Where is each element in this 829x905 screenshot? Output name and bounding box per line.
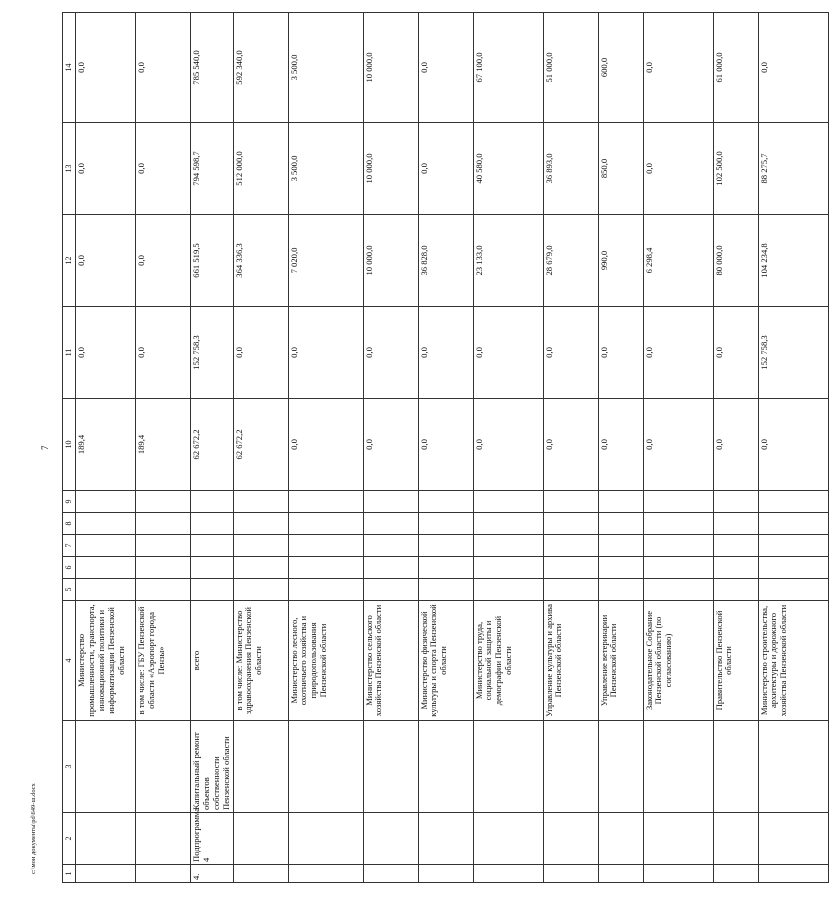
table-row [473,13,543,883]
empty-cell [233,491,288,513]
table-row [233,13,288,883]
amount-cell: 36 828,0 [418,215,473,307]
program-cell [598,721,643,813]
executor-cell: Управление культуры и архива Пензенской области [543,601,598,721]
table-row [136,13,191,883]
amount-cell: 0,0 [643,307,713,399]
empty-cell [191,579,234,601]
empty-cell [136,513,191,535]
amount-cell: 0,0 [713,307,758,399]
program-cell [643,813,713,865]
empty-cell [758,491,828,513]
empty-cell [363,557,418,579]
empty-cell [643,579,713,601]
amount-cell: 10 000,0 [363,13,418,123]
empty-cell [713,535,758,557]
empty-cell [473,513,543,535]
file-path-footer: c:\мои документы\рd\649-ш.docx [30,783,37,874]
program-cell [418,721,473,813]
empty-cell [473,535,543,557]
amount-cell: 0,0 [288,307,363,399]
empty-cell [363,579,418,601]
empty-cell [418,579,473,601]
column-number: 3 [63,721,76,813]
empty-cell [136,535,191,557]
empty-cell [418,513,473,535]
amount-cell: 189,4 [76,399,136,491]
amount-cell: 0,0 [233,307,288,399]
program-cell [758,721,828,813]
executor-cell: Законодательное Собрание Пензенской области (по согласованию) [643,601,713,721]
empty-cell [76,535,136,557]
amount-cell: 0,0 [713,399,758,491]
amount-cell: 0,0 [76,215,136,307]
table-row [758,13,828,883]
program-cell [76,865,136,883]
program-cell: Капитальный ремонт объектов собственности Пензенской области [191,721,234,813]
empty-cell [191,535,234,557]
amount-cell: 88 275,7 [758,123,828,215]
empty-cell [543,557,598,579]
amount-cell: 189,4 [136,399,191,491]
empty-cell [758,557,828,579]
empty-cell [598,491,643,513]
program-cell [543,813,598,865]
empty-cell [136,491,191,513]
program-cell [598,813,643,865]
program-cell [288,865,363,883]
empty-cell [233,557,288,579]
program-cell [598,865,643,883]
empty-cell [136,557,191,579]
program-cell [473,813,543,865]
amount-cell: 28 679,0 [543,215,598,307]
empty-cell [598,513,643,535]
amount-cell: 0,0 [288,399,363,491]
program-cell [233,721,288,813]
amount-cell: 36 893,0 [543,123,598,215]
empty-cell [643,557,713,579]
amount-cell: 80 000,0 [713,215,758,307]
amount-cell: 0,0 [543,399,598,491]
program-cell [713,865,758,883]
amount-cell: 0,0 [76,307,136,399]
program-cell [418,865,473,883]
amount-cell: 0,0 [473,307,543,399]
column-number: 7 [63,535,76,557]
program-cell: Подпрограмма 4 [191,813,234,865]
executor-cell: Правительство Пензенской области [713,601,758,721]
column-number: 13 [63,123,76,215]
column-number: 4 [63,601,76,721]
amount-cell: 152 758,3 [758,307,828,399]
amount-cell: 0,0 [136,307,191,399]
amount-cell: 592 340,0 [233,13,288,123]
amount-cell: 0,0 [136,123,191,215]
amount-cell: 364 336,3 [233,215,288,307]
empty-cell [643,491,713,513]
program-cell [713,721,758,813]
empty-cell [418,557,473,579]
amount-cell: 6 298,4 [643,215,713,307]
executor-cell: Министерство физической культуры и спорта Пензенской области [418,601,473,721]
amount-cell: 512 000,0 [233,123,288,215]
program-cell [76,721,136,813]
empty-cell [758,579,828,601]
empty-cell [191,557,234,579]
empty-cell [191,491,234,513]
amount-cell: 0,0 [543,307,598,399]
empty-cell [288,557,363,579]
table-row [543,13,598,883]
column-number: 11 [63,307,76,399]
empty-cell [758,535,828,557]
empty-cell [473,579,543,601]
program-cell [473,865,543,883]
executor-cell: всего [191,601,234,721]
executor-cell: Министерство промышленности, транспорта, инновационной политики и информатизации Пензенской области [76,601,136,721]
column-number: 12 [63,215,76,307]
amount-cell: 23 133,0 [473,215,543,307]
empty-cell [713,557,758,579]
empty-cell [713,579,758,601]
amount-cell: 62 672,2 [233,399,288,491]
empty-cell [288,535,363,557]
program-cell: 4. [191,865,234,883]
amount-cell: 850,0 [598,123,643,215]
amount-cell: 600,0 [598,13,643,123]
program-cell [758,865,828,883]
amount-cell: 0,0 [363,399,418,491]
empty-cell [758,513,828,535]
empty-cell [363,491,418,513]
program-cell [363,865,418,883]
amount-cell: 0,0 [643,13,713,123]
amount-cell: 0,0 [643,399,713,491]
program-cell [543,865,598,883]
empty-cell [643,513,713,535]
amount-cell: 0,0 [76,13,136,123]
table-row [288,13,363,883]
program-cell [136,813,191,865]
empty-cell [136,579,191,601]
amount-cell: 0,0 [758,399,828,491]
amount-cell: 990,0 [598,215,643,307]
amount-cell: 0,0 [136,13,191,123]
amount-cell: 7 020,0 [288,215,363,307]
column-number: 5 [63,579,76,601]
column-number: 10 [63,399,76,491]
program-cell [363,721,418,813]
amount-cell: 0,0 [758,13,828,123]
program-cell [288,813,363,865]
empty-cell [76,513,136,535]
table-row [418,13,473,883]
empty-cell [643,535,713,557]
amount-cell: 67 100,0 [473,13,543,123]
empty-cell [598,579,643,601]
executor-cell: в том числе: Министерство здравоохранения Пензенской области [233,601,288,721]
program-cell [136,865,191,883]
program-cell [713,813,758,865]
program-cell [288,721,363,813]
executor-cell: Министерство лесного, охотничьего хозяйства и природопользования Пензенской области [288,601,363,721]
table-row [76,13,136,883]
table-row [191,13,234,883]
amount-cell: 0,0 [418,307,473,399]
empty-cell [598,557,643,579]
amount-cell: 0,0 [136,215,191,307]
empty-cell [418,535,473,557]
empty-cell [543,513,598,535]
program-cell [758,813,828,865]
budget-table [62,12,829,883]
amount-cell: 0,0 [418,123,473,215]
empty-cell [713,491,758,513]
empty-cell [713,513,758,535]
program-cell [418,813,473,865]
amount-cell: 61 000,0 [713,13,758,123]
amount-cell: 0,0 [643,123,713,215]
table-row [713,13,758,883]
amount-cell: 785 540,0 [191,13,234,123]
empty-cell [233,513,288,535]
amount-cell: 0,0 [473,399,543,491]
empty-cell [191,513,234,535]
empty-cell [76,557,136,579]
amount-cell: 3 500,0 [288,123,363,215]
column-number: 8 [63,513,76,535]
empty-cell [288,491,363,513]
program-cell [76,813,136,865]
executor-cell: в том числе: ГБУ Пензенской области «Аэропорт города Пензы» [136,601,191,721]
page-number: 7 [40,445,50,450]
empty-cell [233,535,288,557]
empty-cell [76,579,136,601]
empty-cell [598,535,643,557]
amount-cell: 10 000,0 [363,123,418,215]
program-cell [643,721,713,813]
amount-cell: 3 500,0 [288,13,363,123]
amount-cell: 0,0 [76,123,136,215]
empty-cell [418,491,473,513]
empty-cell [288,513,363,535]
empty-cell [76,491,136,513]
empty-cell [473,557,543,579]
program-cell [543,721,598,813]
budget-table-sheet [62,13,789,883]
amount-cell: 0,0 [598,307,643,399]
empty-cell [543,535,598,557]
amount-cell: 0,0 [363,307,418,399]
amount-cell: 794 598,7 [191,123,234,215]
executor-cell: Министерство сельского хозяйства Пензенской области [363,601,418,721]
empty-cell [363,535,418,557]
column-number-row [63,13,76,883]
amount-cell: 0,0 [418,399,473,491]
column-number: 9 [63,491,76,513]
table-row [598,13,643,883]
empty-cell [543,579,598,601]
amount-cell: 104 234,8 [758,215,828,307]
empty-cell [473,491,543,513]
amount-cell: 62 672,2 [191,399,234,491]
amount-cell: 102 500,0 [713,123,758,215]
empty-cell [543,491,598,513]
program-cell [363,813,418,865]
amount-cell: 40 580,0 [473,123,543,215]
table-row [363,13,418,883]
executor-cell: Министерство строительства, архитектуры и дорожного хозяйства Пензенской области [758,601,828,721]
amount-cell: 0,0 [598,399,643,491]
column-number: 2 [63,813,76,865]
empty-cell [288,579,363,601]
program-cell [643,865,713,883]
amount-cell: 51 000,0 [543,13,598,123]
program-cell [473,721,543,813]
executor-cell: Министерство труда, социальной защиты и демографии Пензенской области [473,601,543,721]
empty-cell [363,513,418,535]
table-row [643,13,713,883]
column-number: 1 [63,865,76,883]
amount-cell: 661 519,5 [191,215,234,307]
empty-cell [233,579,288,601]
amount-cell: 152 758,3 [191,307,234,399]
executor-cell: Управление ветеринарии Пензенской области [598,601,643,721]
amount-cell: 10 000,0 [363,215,418,307]
column-number: 14 [63,13,76,123]
program-cell [136,721,191,813]
amount-cell: 0,0 [418,13,473,123]
program-cell [233,865,288,883]
program-cell [233,813,288,865]
column-number: 6 [63,557,76,579]
